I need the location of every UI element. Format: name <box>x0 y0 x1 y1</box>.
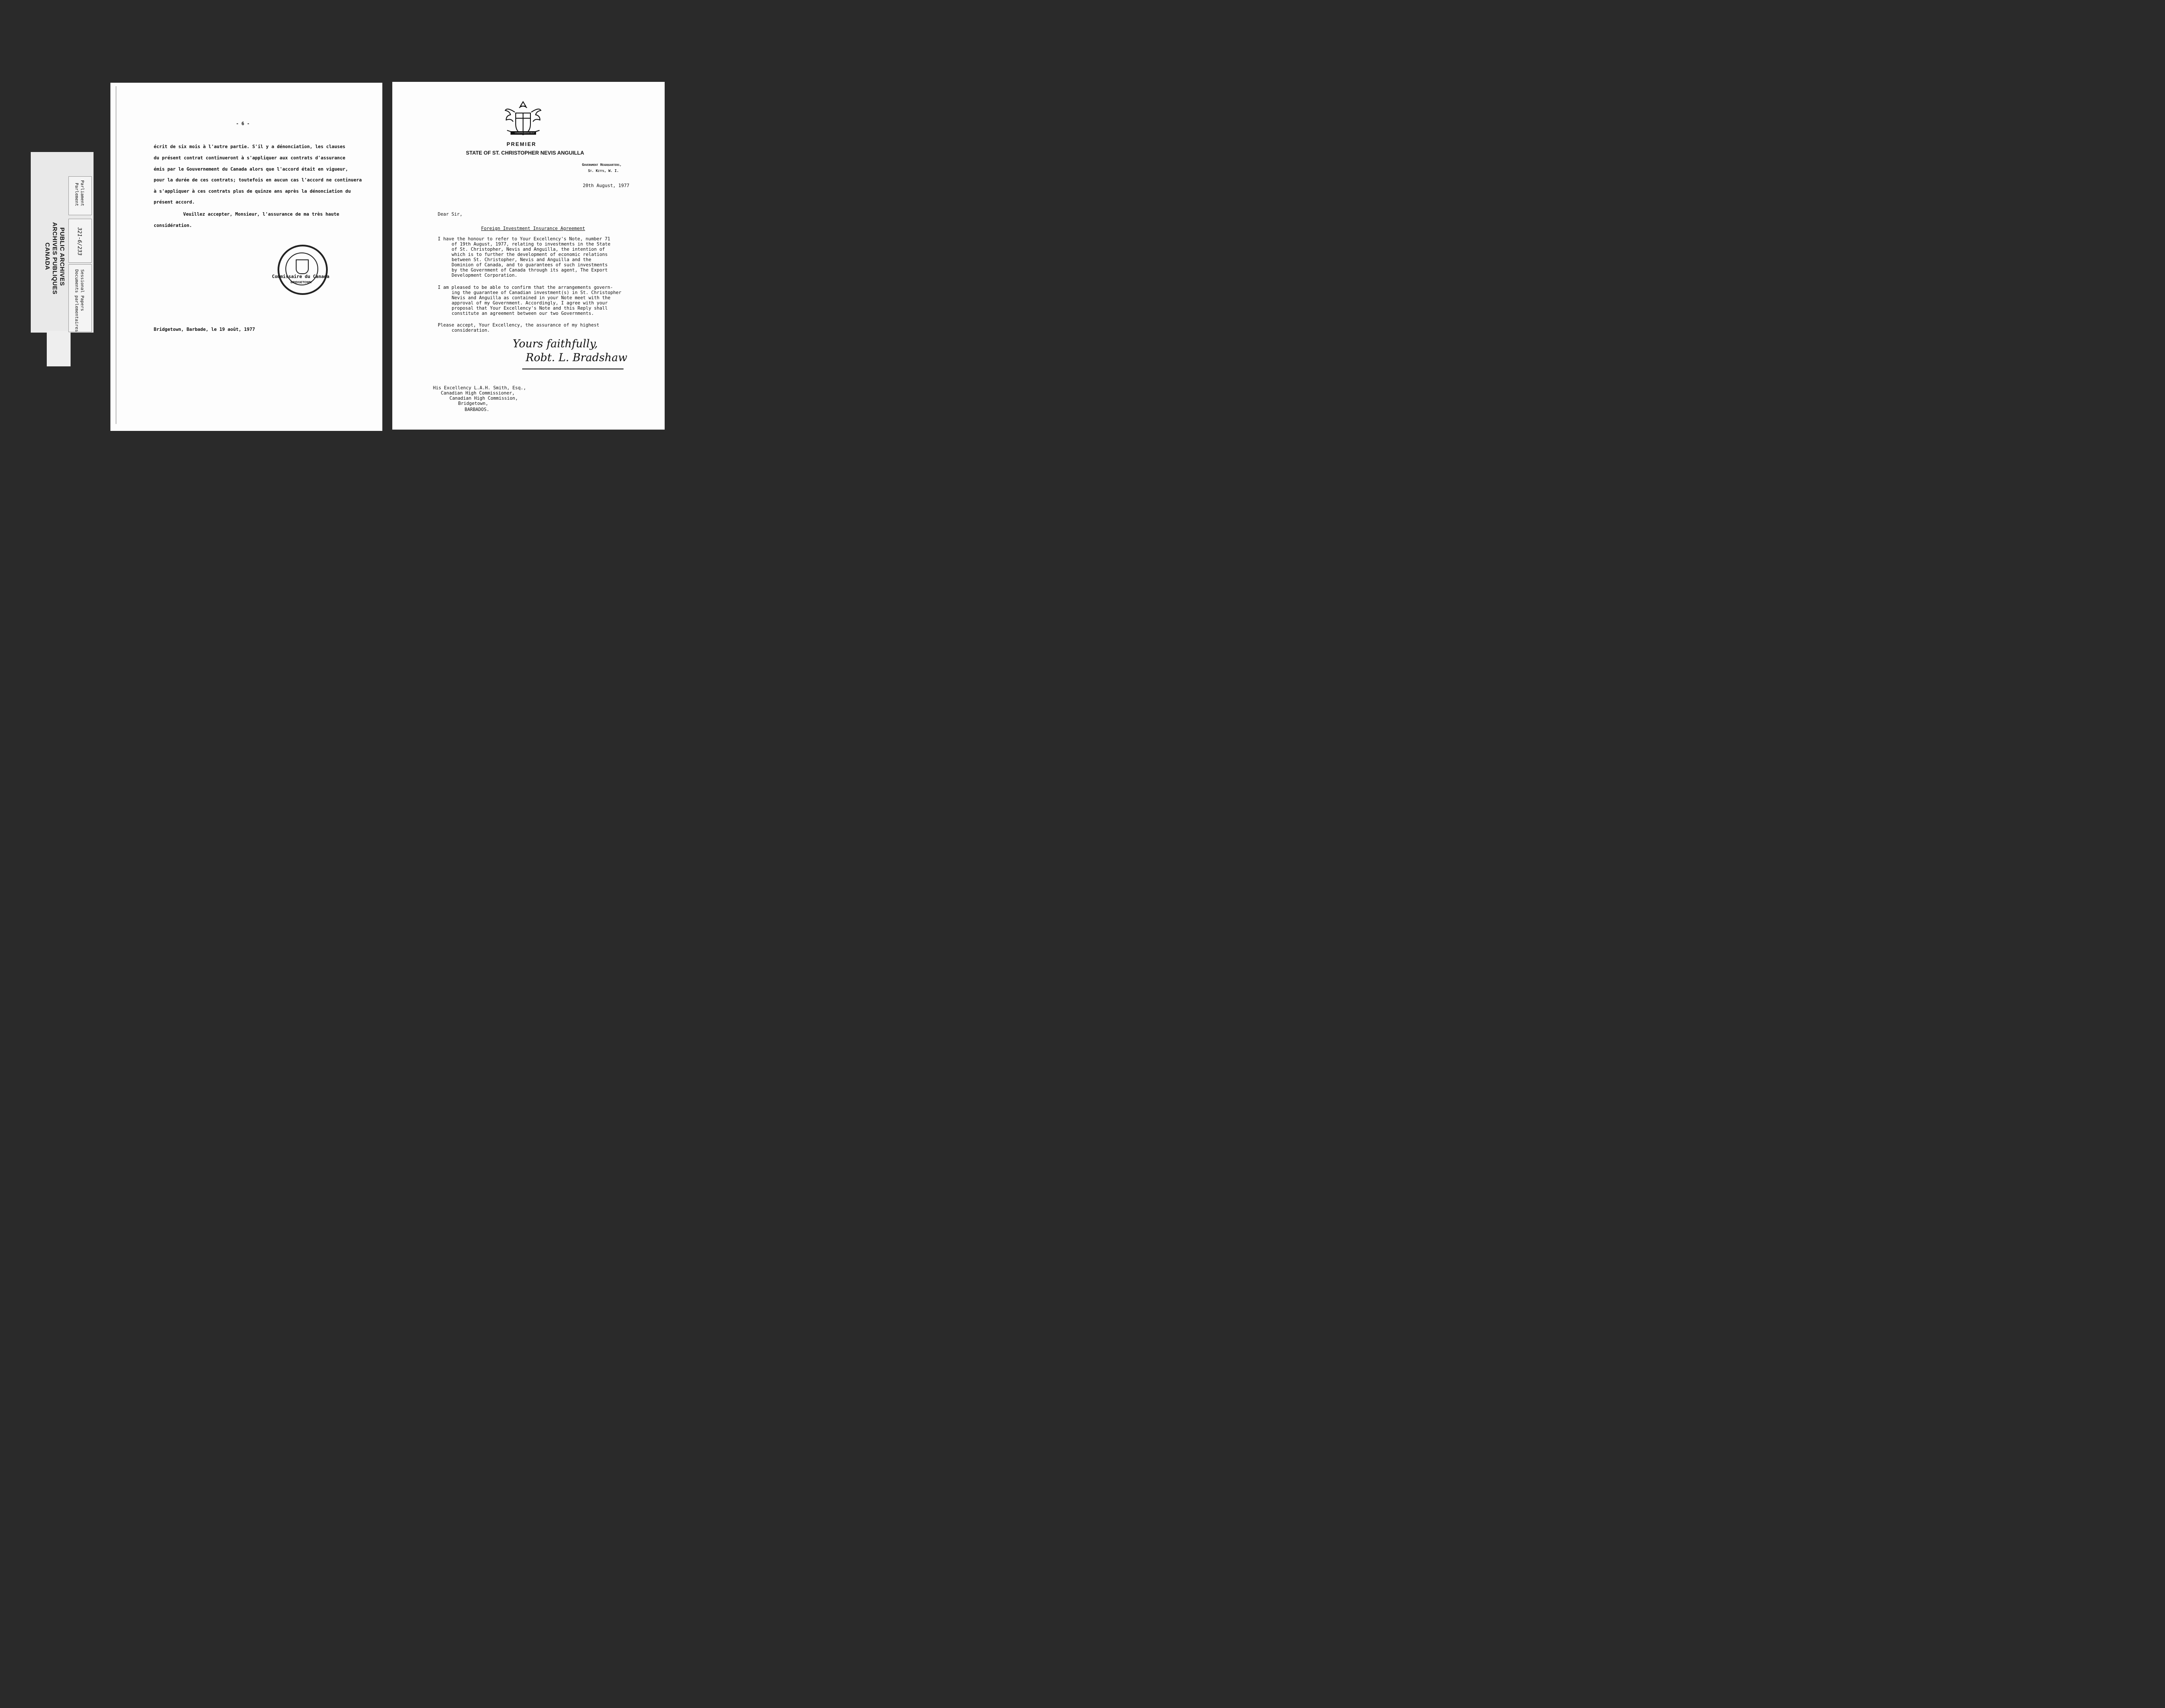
para1-line-7: by the Government of Canada through its agent, The Export <box>452 268 608 273</box>
papers-fr: Documents parlementaires <box>74 269 79 332</box>
recipient-line-1: His Excellency L.A.H. Smith, Esq., <box>433 385 526 391</box>
para2-line-3: Nevis and Anguilla as contained in your Note meet with the <box>452 295 611 301</box>
archive-tab-bottom-flap <box>47 331 71 366</box>
para1-line-6: Dominion of Canada, and to guarantees of such investments <box>452 262 608 268</box>
parliament-fr: Parlement <box>74 183 79 207</box>
page-french-note <box>110 83 382 431</box>
address-line-1: Government Headquarters, <box>582 163 622 167</box>
closing-handwritten: Yours faithfully, <box>513 337 598 350</box>
recipient-line-4: Bridgetown, <box>458 401 488 406</box>
archive-country: CANADA <box>44 243 51 270</box>
para1-line-1: I have the honour to refer to Your Excellency's Note, number 71 <box>438 236 611 242</box>
reference-number: 321-6/233 <box>77 227 83 256</box>
archive-org-fr: ARCHIVES PUBLIQUES <box>52 222 58 294</box>
seal-text: BRIDGETOWN <box>291 281 312 284</box>
para3-line-2: consideration. <box>452 328 490 333</box>
heading-title: PREMIER <box>507 141 536 147</box>
french-line-4: pour la durée de ces contrats; toutefois en aucun cas l'accord ne continuera <box>154 178 362 183</box>
french-line-3: émis par le Gouvernement du Canada alors que l'accord était en vigueur, <box>154 167 348 172</box>
para1-line-5: between St. Christopher, Nevis and Anguilla and the <box>452 257 591 262</box>
para2-line-6: constitute an agreement between our two Governments. <box>452 311 594 316</box>
letter-date: 20th August, 1977 <box>583 183 630 188</box>
para2-line-5: proposal that Your Excellency's Note and this Reply shall <box>452 306 608 311</box>
page-number: - 6 - <box>236 121 250 126</box>
french-closing-1: Veuillez accepter, Monsieur, l'assurance de ma très haute <box>183 212 339 217</box>
heading-state: STATE OF ST. CHRISTOPHER NEVIS ANGUILLA <box>466 150 584 156</box>
coat-of-arms-icon <box>503 100 544 140</box>
french-closing-2: considération. <box>154 223 192 228</box>
recipient-line-5: BARBADOS. <box>465 407 489 412</box>
subject-line: Foreign Investment Insurance Agreement <box>481 226 585 231</box>
para2-line-1: I am pleased to be able to confirm that the arrangements govern- <box>438 285 613 290</box>
french-line-2: du présent contrat continueront à s'appliquer aux contrats d'assurance <box>154 155 346 161</box>
archive-org-en: PUBLIC ARCHIVES <box>59 227 66 286</box>
para1-line-3: of St. Christopher, Nevis and Anguilla, the intention of <box>452 247 605 252</box>
parliament-en: Parliament <box>80 180 84 207</box>
para1-line-8: Development Corporation. <box>452 273 517 278</box>
crest-motto: COUNTRY ABOVE SELF <box>515 132 535 134</box>
para2-line-4: approval of my Government. Accordingly, I agree with your <box>452 301 608 306</box>
papers-en: Sessional Papers <box>80 269 84 311</box>
french-line-6: présent accord. <box>154 200 195 205</box>
para2-line-2: ing the guarantee of Canadian investment(s) in St. Christopher <box>452 290 621 295</box>
signature: Robt. L. Bradshaw <box>526 351 627 364</box>
address-line-2: St. Kitts, W. I. <box>588 169 619 173</box>
archive-scan <box>0 0 679 481</box>
place-and-date: Bridgetown, Barbade, le 19 août, 1977 <box>154 327 255 332</box>
para1-line-2: of 19th August, 1977, relating to investments in the State <box>452 242 611 247</box>
recipient-line-3: Canadian High Commission, <box>449 396 518 401</box>
french-line-1: écrit de six mois à l'autre partie. S'il y a dénonciation, les clauses <box>154 144 346 149</box>
french-line-5: à s'appliquer à ces contrats plus de quinze ans après la dénonciation du <box>154 189 351 194</box>
page-english-reply <box>392 82 665 430</box>
high-commission-seal <box>278 245 328 295</box>
para3-line-1: Please accept, Your Excellency, the assurance of my highest <box>438 323 599 328</box>
recipient-line-2: Canadian High Commissioner, <box>441 391 515 396</box>
crown-shield-icon <box>296 259 309 274</box>
signatory-title: Commissaire du Canada <box>272 274 330 279</box>
salutation: Dear Sir, <box>438 212 462 217</box>
para1-line-4: which is to further the development of economic relations <box>452 252 608 257</box>
